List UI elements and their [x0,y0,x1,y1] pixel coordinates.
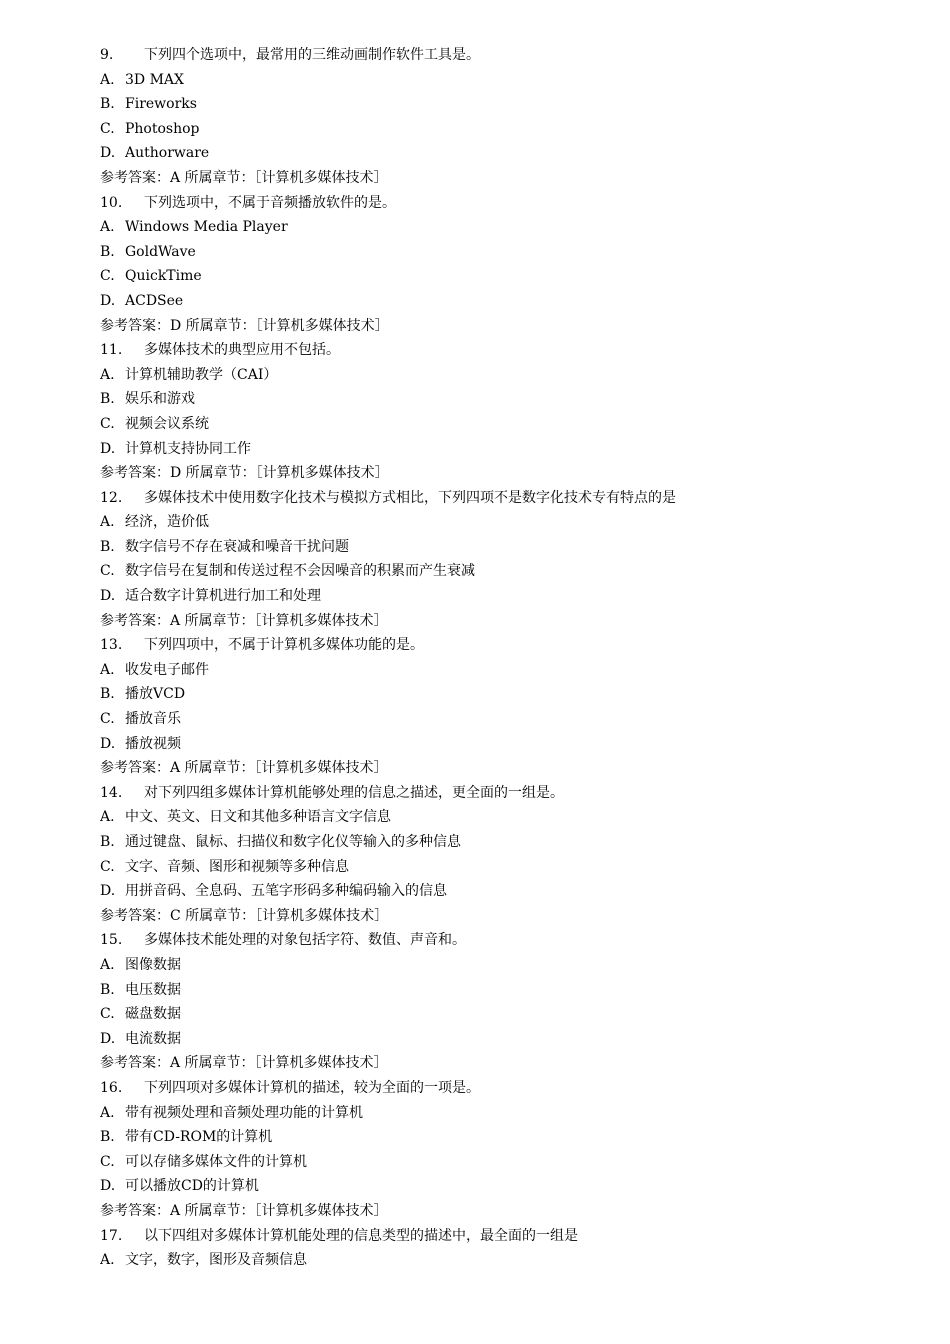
option-text: 收发电子邮件 [125,661,209,678]
option-line [100,1125,900,1150]
answer-line: 参考答案：A 所属章节：［计算机多媒体技术］ [100,169,388,186]
option-text: 用拼音码、全息码、五笔字形码多种编码输入的信息 [125,883,447,900]
question-line [100,486,900,511]
option-letter: A. [100,514,115,531]
question-text: 多媒体技术能处理的对象包括字符、数值、声音和。 [144,932,466,949]
option-line [100,437,900,462]
option-line [100,1150,900,1175]
document-body [100,43,900,1273]
question-block [100,191,900,339]
option-line [100,92,900,117]
option-letter: B. [100,686,115,703]
option-text: 文字、音频、图形和视频等多种信息 [125,858,349,875]
question-number: 12. [100,489,123,506]
option-line [100,240,900,265]
option-letter: D. [100,292,116,309]
question-number: 9. [100,47,114,63]
option-line [100,68,900,93]
question-line [100,1224,900,1249]
option-line [100,117,900,142]
option-line [100,1101,900,1126]
question-block [100,486,900,634]
option-line [100,1174,900,1199]
question-block [100,781,900,929]
question-block [100,43,900,191]
answer-line: 参考答案：D 所属章节：［计算机多媒体技术］ [100,465,389,482]
question-block [100,928,900,1076]
option-text: 电流数据 [125,1030,181,1047]
question-text: 下列四项中，不属于计算机多媒体功能的是。 [144,637,424,654]
option-letter: C. [100,1006,115,1023]
question-number: 10. [100,194,123,211]
option-line [100,658,900,683]
option-text: 计算机辅助教学（CAI） [125,366,278,383]
option-line [100,215,900,240]
option-text: ACDSee [125,292,184,309]
option-letter: B. [100,981,115,998]
answer-line: 参考答案：A 所属章节：［计算机多媒体技术］ [100,1202,388,1219]
option-text: 数字信号在复制和传送过程不会因噪音的积累而产生衰减 [125,563,475,580]
question-block [100,1076,900,1224]
option-line [100,1027,900,1052]
question-text: 多媒体技术中使用数字化技术与模拟方式相比，下列四项不是数字化技术专有特点的是 [144,489,676,506]
option-line [100,289,900,314]
option-text: 计算机支持协同工作 [125,440,251,457]
option-letter: C. [100,711,115,728]
option-text: 播放视频 [125,735,181,752]
option-letter: A. [100,219,115,236]
option-text: 3D MAX [125,71,184,88]
option-text: 适合数字计算机进行加工和处理 [125,588,321,605]
option-letter: A. [100,366,115,383]
option-line [100,805,900,830]
option-letter: D. [100,440,116,457]
option-line [100,682,900,707]
option-text: 带有视频处理和音频处理功能的计算机 [125,1104,363,1121]
question-block [100,338,900,486]
question-number: 16. [100,1079,123,1096]
question-line [100,633,900,658]
answer-line: 参考答案：C 所属章节：［计算机多媒体技术］ [100,907,389,924]
question-block [100,1224,900,1273]
option-line [100,1248,900,1273]
option-text: Authorware [125,145,210,162]
option-line [100,535,900,560]
option-text: 视频会议系统 [125,415,209,432]
option-letter: D. [100,145,116,162]
question-line [100,928,900,953]
option-text: 播放VCD [125,686,186,703]
answer-line: 参考答案：A 所属章节：［计算机多媒体技术］ [100,1055,388,1072]
question-number: 14. [100,784,123,801]
option-text: 磁盘数据 [125,1006,181,1023]
option-letter: D. [100,588,116,605]
question-text: 下列选项中，不属于音频播放软件的是。 [144,194,396,211]
question-text: 下列四项对多媒体计算机的描述，较为全面的一项是。 [144,1079,480,1096]
option-text: Windows Media Player [125,219,288,236]
option-text: 图像数据 [125,956,181,973]
option-letter: D. [100,1178,116,1195]
option-line [100,264,900,289]
option-letter: C. [100,120,115,137]
option-text: 带有CD-ROM的计算机 [125,1129,273,1146]
option-text: QuickTime [125,268,202,285]
option-letter: A. [100,1104,115,1121]
option-letter: D. [100,735,116,752]
option-line [100,363,900,388]
option-letter: D. [100,883,116,900]
option-text: Fireworks [125,96,197,113]
option-text: 经济，造价低 [125,514,209,531]
option-line [100,978,900,1003]
answer-line: 参考答案：D 所属章节：［计算机多媒体技术］ [100,317,389,334]
option-line [100,732,900,757]
option-text: 可以存储多媒体文件的计算机 [125,1153,307,1170]
option-text: 电压数据 [125,981,181,998]
question-text: 多媒体技术的典型应用不包括。 [144,342,340,359]
option-line [100,584,900,609]
option-letter: C. [100,563,115,580]
question-line [100,43,900,68]
option-text: 通过键盘、鼠标、扫描仪和数字化仪等输入的多种信息 [125,834,461,850]
option-text: 可以播放CD的计算机 [125,1178,259,1195]
option-text: 中文、英文、日文和其他多种语言文字信息 [125,809,391,826]
option-letter: A. [100,1252,115,1269]
option-line [100,510,900,535]
option-line [100,412,900,437]
option-line [100,559,900,584]
option-text: GoldWave [125,243,196,260]
question-number: 13. [100,637,123,654]
option-text: 文字，数字，图形及音频信息 [125,1252,307,1269]
question-line [100,191,900,216]
option-line [100,879,900,904]
option-line [100,953,900,978]
option-letter: A. [100,956,115,973]
option-text: 数字信号不存在衰减和噪音干扰问题 [125,538,349,555]
option-letter: B. [100,243,115,260]
question-line [100,1076,900,1101]
option-letter: C. [100,858,115,875]
option-letter: A. [100,71,115,88]
question-number: 15. [100,932,123,949]
option-letter: C. [100,268,115,285]
question-line [100,338,900,363]
option-letter: B. [100,538,115,555]
question-number: 17. [100,1227,123,1244]
option-letter: B. [100,834,115,850]
option-letter: B. [100,96,115,113]
question-text: 下列四个选项中，最常用的三维动画制作软件工具是。 [144,47,480,63]
option-line [100,855,900,880]
option-letter: A. [100,809,115,826]
option-letter: A. [100,661,115,678]
option-letter: C. [100,1153,115,1170]
option-letter: B. [100,1129,115,1146]
option-letter: C. [100,415,115,432]
question-line [100,781,900,806]
question-block [100,633,900,781]
answer-line: 参考答案：A 所属章节：［计算机多媒体技术］ [100,760,388,777]
option-letter: B. [100,391,115,408]
option-letter: D. [100,1030,116,1047]
option-text: 播放音乐 [125,711,181,728]
answer-line: 参考答案：A 所属章节：［计算机多媒体技术］ [100,612,388,629]
option-text: 娱乐和游戏 [125,391,195,408]
option-line [100,830,900,855]
question-number: 11. [100,342,123,359]
question-text: 以下四组对多媒体计算机能处理的信息类型的描述中，最全面的一组是 [144,1227,578,1244]
question-text: 对下列四组多媒体计算机能够处理的信息之描述，更全面的一组是。 [144,784,564,801]
option-line [100,141,900,166]
option-line [100,707,900,732]
option-line [100,387,900,412]
option-text: Photoshop [125,120,200,137]
option-line [100,1002,900,1027]
